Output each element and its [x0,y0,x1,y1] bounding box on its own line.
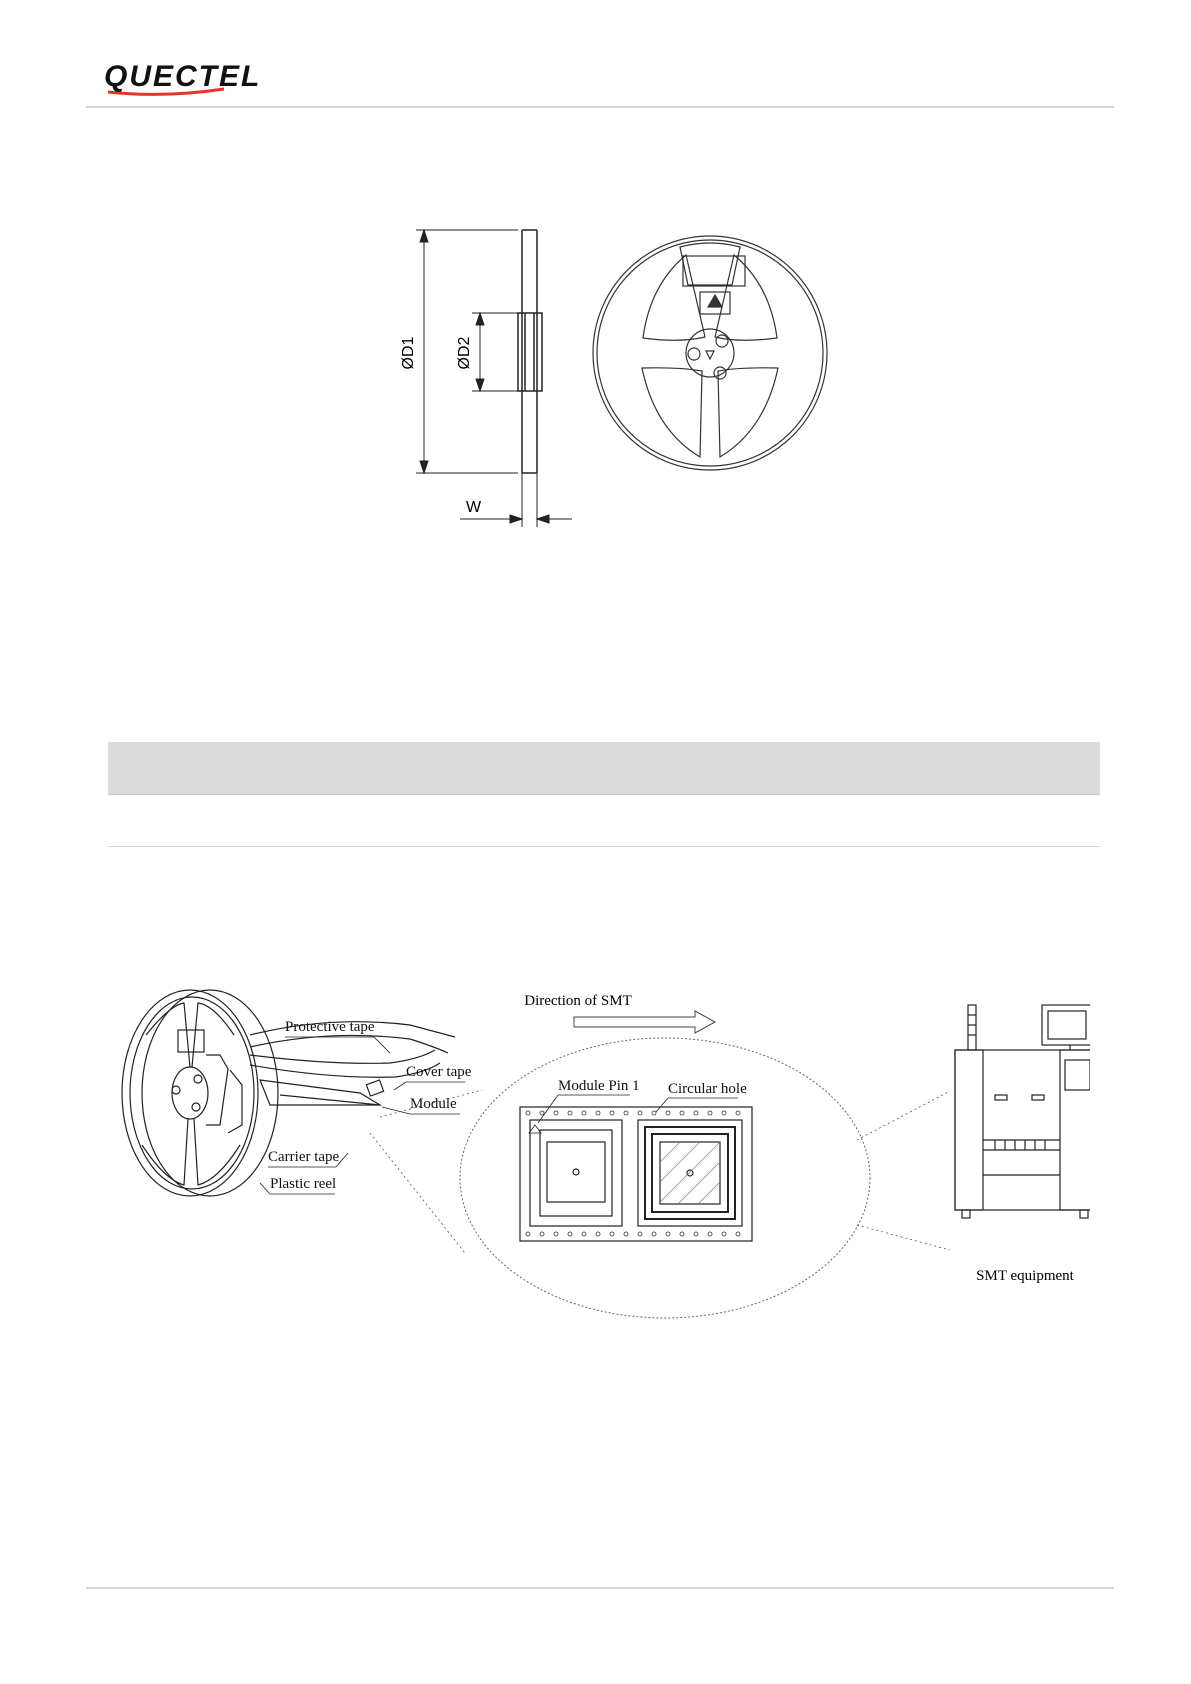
plastic-reel-label: Plastic reel [270,1176,337,1192]
reel-dimension-figure [380,225,860,535]
quectel-logo [104,56,334,100]
table-bottom-line [108,846,1100,847]
circular-hole-label: Circular hole [668,1081,747,1097]
module-hatching [660,1142,720,1204]
plastic-reel-drawing [122,990,278,1196]
w-label: W [466,499,482,516]
d1-label: ØD1 [400,336,417,370]
module-pin1-label: Module Pin 1 [558,1078,640,1094]
zoom-leader-lines [538,1095,738,1123]
d2-label: ØD2 [456,336,473,370]
smt-equipment-label: SMT equipment [976,1268,1074,1284]
module-label: Module [410,1096,457,1112]
label-leader-lines [260,1037,465,1194]
header-divider [86,106,1114,108]
protective-tape-label: Protective tape [285,1019,375,1035]
footer-divider [86,1587,1114,1589]
zoom-ellipse [460,1038,870,1318]
d2-dimension [472,313,518,391]
table-header-band [108,742,1100,795]
direction-label: Direction of SMT [524,993,632,1009]
logo-text: QUECTEL [104,60,262,93]
reel-side-view [518,230,542,473]
smt-equipment-drawing [955,1005,1090,1218]
smt-flow-figure [110,975,1090,1320]
direction-arrow-icon [574,1011,715,1033]
cover-tape-label: Cover tape [406,1064,472,1080]
carrier-tape-label: Carrier tape [268,1149,340,1165]
carrier-tape-zoom [520,1107,752,1241]
reel-front-view [593,236,827,470]
